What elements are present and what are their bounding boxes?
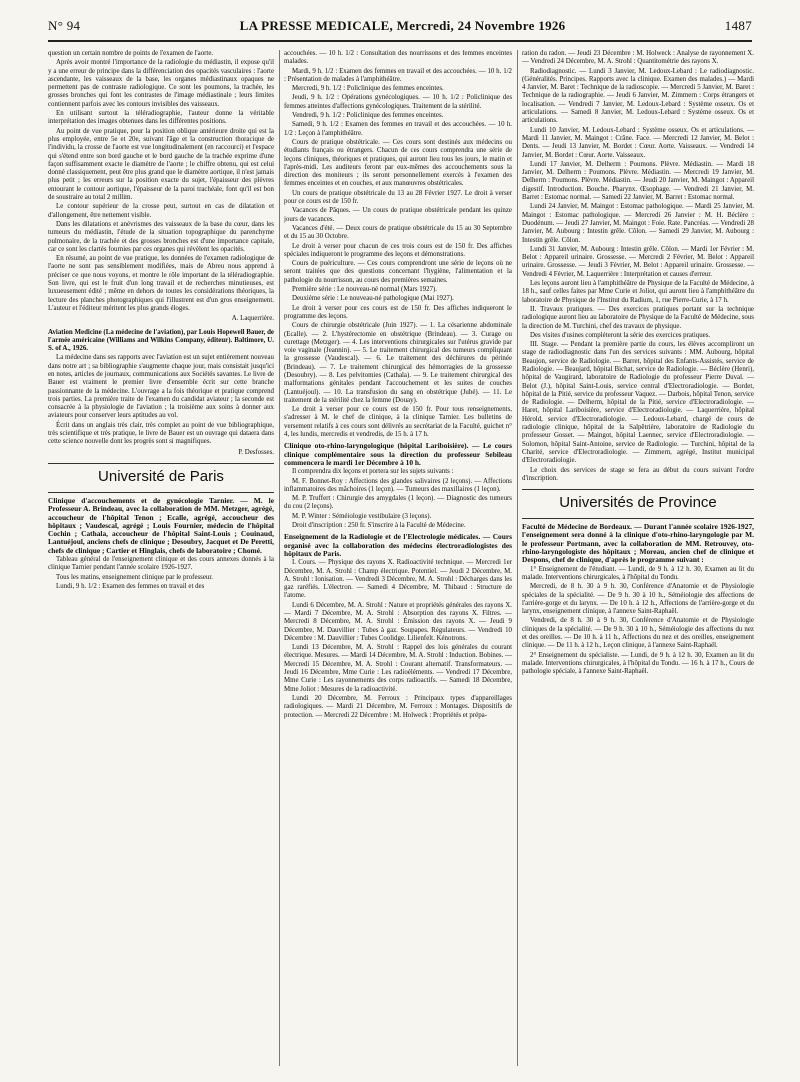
paragraph: Mercredi, de 8 h. 30 à 9 h. 30, Conférence d'Anatomie et de Physiologie spéciales de la spécialité. — De 9 h. 30 à 10 h., Séméiologie des affections de l'arrière-gorge et du larynx. — De 10 h. à 12 h., Affections de l'arrière-gorge et du larynx, enseignement clinique, à l'annexe Saint-Raphaël. xyxy=(522,583,754,616)
paragraph: Lundi 17 Janvier, M. Delherm : Poumons. Plèvre. Médiastin. — Mardi 18 Janvier, M. Delherm : Poumons. Plèvre. Médiastin. — Mercredi 19 Janvier, M. Delherm : Poumons. Plèvre. Médiastin. — Jeudi 20 Janvier, M. Maingot : Appareil digestif. Introduction. Bouche. Pharynx. Œsophage. — Vendredi 21 Janvier, M. Barret : Estomac normal. — Samedi 22 Janvier, M. Barret : Estomac normal. xyxy=(522,160,754,202)
paragraph: Des visites d'usines compléteront la série des exercices pratiques. xyxy=(530,331,711,339)
paragraph: Cours de chirurgie obstétricale (Juin 1927). — 1. La césarienne abdominale (Ecalle). — 2. L'hystérectomie en obstétrique (Brindeau). — 3. Curage ou curettage (Metzger). — 4. Les interventions chirurgicales sur l'utérus gravide par voie vaginale (Jeannin). — 5. Le traitement chirurgical des tumeurs compliquant la grossesse (Vaudescal). — 6. Le traitement des déchirures du périnée (Brindeau). — 7. Le traitement chirurgical des hémorragies de la grossesse (Desoubry). — 8. Les pelvitomies (Cathala). — 9. Le traitement chirurgical des malformations génitales pendant l'accouchement et les suites de couches (Lantuéjoul). — 10. La transfusion du sang en obstétrique (Jubé). — 11. Le traitement de la stérilité chez la femme (Douay). xyxy=(284,322,512,404)
paragraph: Vendredi, 9 h. 1/2 : Policlinique des femmes enceintes. xyxy=(292,112,444,120)
notice-heading: Faculté de Médecine de Bordeaux. — Durant l'année scolaire 1926-1927, l'enseignement sera donné à la clinique d'oto-rhino-laryngologie par M. le professeur Portmann, avec la collaboration de MM. Retrouvey, oto-rhino-laryngologiste des hôpitaux ; Moreau, ancien chef de clinique et Despons, chef de clinique, d'après le programme suivant : xyxy=(522,522,754,565)
paragraph: Droit d'inscription : 250 fr. S'inscrire à la Faculté de Médecine. xyxy=(292,522,466,530)
journal-title: LA PRESSE MEDICALE, Mercredi, 24 Novembre 1926 xyxy=(239,18,566,33)
notice-heading: Enseignement de la Radiologie et de l'Electrologie médicales. — Cours organisé avec la collaboration des médecins électroradiologistes des hôpitaux de Paris. xyxy=(284,532,512,558)
author-signature: A. Laquerrière. xyxy=(231,315,274,323)
paragraph: Le contour supérieur de la crosse peut, surtout en cas de dilatation et d'allongement, être nettement visible. xyxy=(48,203,274,219)
paragraph: Un cours de pratique obstétricale du 13 au 28 Février 1927. Le droit à verser pour ce cours est de 150 fr. xyxy=(284,189,512,206)
section-rule xyxy=(48,492,274,493)
section-rule xyxy=(522,518,754,519)
paragraph: M. P. Truffert : Chirurgie des amygdales (1 leçon). — Diagnostic des tumeurs du cou (2 leçons). xyxy=(284,495,512,511)
paragraph: Vendredi, de 8 h. 30 à 9 h. 30, Conférence d'Anatomie et de Physiologie cliniques de la spécialité. — De 9 h. 30 à 10 h., Séméiologie des affections du nez et des oreilles. — De 10 h. à 11 h., Affections du nez et des oreilles, enseignement clinique. — De 11 h. à 12 h., Leçon clinique, à l'annexe Saint-Raphaël. xyxy=(522,617,754,650)
header-rule xyxy=(48,40,752,42)
paragraph: Lundi 31 Janvier, M. Aubourg : Intestin grêle. Côlon. — Mardi 1er Février : M. Belot : Appareil urinaire. Grossesse. — Mercredi 2 Février, M. Belot : Appareil urinaire. Grossesse. — Jeudi 3 Février, M. Belot : Appareil urinaire. Grossesse. — Vendredi 4 Février, M. Laquerrière : Interprétation et causes d'erreur. xyxy=(522,245,754,278)
paragraph: Au point de vue pratique, pour la position oblique antérieure droite qui est la plus employée, entre 5e et 20e, suivant l'âge et la construction thoracique de l'individu, la crosse de l'aorte est vue longitudinalement (en raccourci) et l'espace qui s'étend entre son bord gauche et le bord gauche de la trachée exprime d'une façon suffisamment exacte le diamètre de l'aorte ; le chiffre obtenu, qui est celui donné classiquement, peut être plus grand que le diamètre aortique, il n'est jamais plus petit ; les erreurs sur la position exacte du sujet, l'épaisseur des plèvres entourant le contour aortique, l'épaisseur de la paroi trachéale, font qu'il est bon de soustraire au total 2 millim. xyxy=(48,127,274,202)
paragraph: Mercredi, 9 h. 1/2 : Policlinique des femmes enceintes. xyxy=(292,85,444,93)
paragraph: Lundi 13 Décembre, M. A. Strohl : Rappel des lois générales du courant électrique. Mesures. — Mardi 14 Décembre, M. A. Strohl : Induction. Bobines. — Mercredi 15 Décembre, M. A. Strohl : Courant alternatif. Transformateurs. — Jeudi 16 Décembre, Mme Curie : Les radioéléments. — Vendredi 17 Décembre, Mme Curie : Les rayonnements des corps radioactifs. — Samedi 18 Décembre, Mme Joliot : Mesures de la radioactivité. xyxy=(284,644,512,693)
paragraph: III. Stage. — Pendant la première partie du cours, les élèves accompliront un stage de radiodiagnostic dans l'un des services suivants : MM. Aubourg, hôpital Beaujon, service de Radiologie. — Barret, hôpital des Enfants-Assistés, service de Radiologie. — Beaujard, hôpital Bichat, service de Radiologie. — Béclère (Henri), hôpital de Vaugirard, laboratoire de Radiologie du professeur Pierre Duval. — Belot (J.), hôpital Saint-Louis, service central d'Electroradiologie. — Bordet, hôpital de la Pitié, service du professeur Vaquez. — Darbois, hôpital Tenon, service de Radiologie. — Delherm, hôpital de la Pitié, service d'Electroradiologie. — Haret, hôpital Lariboisière, service d'Electroradiologie. — Laquerrière, hôpital Hérold, service d'Electroradiologie. — Ledoux-Lebard, chargé de cours de radiologie clinique, hôpital de la Salpêtrière, laboratoire de Radiologie du professeur Gosset. — Maingot, hôpital Laennec, service d'Electroradiologie. — Solomon, hôpital Saint-Antoine, service de Radiologie. — Turchini, hôpital de la Charité, service d'Electroradiologie. — Zimmern, agrégé, Institut municipal d'Electroradiologie. xyxy=(522,341,754,465)
column-1 xyxy=(48,50,274,1076)
paragraph: La médecine dans ses rapports avec l'aviation est un sujet entièrement nouveau dans notre art ; sa bibliographie s'augmente chaque jour, mais consistait jusqu'ici en notes, articles de journaux, communications aux Sociétés savantes. Le livre de Bauer est vraiment le premier livre d'ensemble écrit sur cette branche passionnante de la médecine. L'ouvrage a la fois théorique et pratique comprend trois parties. La première traite de l'examen du candidat aviateur ; la seconde est consacrée à la physiologie de l'aviation ; la troisième aux soins à donner aux aviateurs pour conserver leurs aptitudes au vol. xyxy=(48,354,274,420)
paragraph: Lundi 10 Janvier, M. Ledoux-Lebard : Système osseux. Os et articulations. — Mardi 11 Janvier, M. Maingot : Crâne. Face. — Mercredi 12 Janvier, M. Belot : Dents. — Jeudi 13 Janvier, M. Bordet : Cœur. Aorte. Vaisseaux. — Vendredi 14 Janvier, M. Bordet : Cœur. Aorte. Vaisseaux. xyxy=(522,126,754,159)
paragraph: Jeudi, 9 h. 1/2 : Opérations gynécologiques. — 10 h. 1/2 : Policlinique des femmes atteintes d'affections gynécologiques. Traitement de la stérilité. xyxy=(284,94,512,110)
notice-heading: Clinique d'accouchements et de gynécologie Tarnier. — M. le Professeur A. Brindeau, avec la collaboration de MM. Metzger, agrégé, accoucheur de l'hôpital Tenon ; Ecalle, agrégé, accoucheur des hôpitaux ; Vaudescal, agrégé ; Louis Fournier, médecin de l'hôpital Cochin ; Cathala, accoucheur de l'hôpital Saint-Louis ; Couinaud, Lantuéjoul, anciens chefs de clinique ; Desoubry, Jacquet et De Peretti, chefs de clinique ; Cartier et Hinglais, chefs de laboratoire ; Chomé. xyxy=(48,495,274,555)
paragraph: accouchées. — 10 h. 1/2 : Consultation des nourrissons et des femmes enceintes malades. xyxy=(284,50,512,66)
paragraph: Radiodiagnostic. — Lundi 3 Janvier, M. Ledoux-Lebard : Le radiodiagnostic. (Généralités. Principes. Rapports avec la clinique. Examen des malades.) — Mardi 4 Janvier, M. Baret : Technique de la radioscopie. — Mercredi 5 Janvier, M. Baret : Technique de la radiographie. — Jeudi 6 Janvier, M. Zimmern : Corps étrangers et localisation. — Vendredi 7 Janvier, M. Ledoux-Lebard : Système osseux. Os et articulations. — Samedi 8 Janvier, M. Ledoux-Lebard : Système osseux. Os et articulations. xyxy=(522,67,754,125)
paragraph: Dans les dilatations et anévrismes des vaisseaux de la base du cœur, dans les tumeurs du médiastin, l'étude de la situation topographique du parenchyme pulmonaire, de la trachée et des grosses bronches est d'une importance capitale, car ce sont les clartés fournies par ces organes qui révèlent les opacités. xyxy=(48,220,274,253)
paragraph: Lundi 20 Décembre, M. Ferroux : Principaux types d'appareillages radiologiques. — Mardi 21 Décembre, M. Ferroux : Montages. Dispositifs de protection. — Mercredi 22 Décembre : M. Holweck : Propriétés et prépa- xyxy=(284,694,512,719)
column-divider xyxy=(517,50,518,1066)
paragraph: ration du radon. — Jeudi 23 Décembre : M. Holweck : Analyse de rayonnement X. — Vendredi 24 Décembre, M. A. Strohl : Quantitométrie des rayons X. xyxy=(522,50,754,66)
paragraph: Mardi, 9 h. 1/2 : Examen des femmes en travail et des accouchées. — 10 h. 1/2 : Présentation de malades à l'amphithéâtre. xyxy=(284,67,512,83)
paragraph: Tableau général de l'enseignement clinique et des cours annexes donnés à la clinique Tarnier pendant l'année scolaire 1926-1927. xyxy=(48,556,274,572)
column-2 xyxy=(284,50,512,1076)
paragraph: Lundi 6 Décembre, M. A. Strohl : Nature et propriétés générales des rayons X. — Mardi 7 Décembre, M. A. Strohl : Absorption des rayons X. Filtres. — Mercredi 8 Décembre, M. A. Strohl : Émission des rayons X. — Jeudi 9 Décembre, M. Dauvillier : Tubes à gaz. Soupapes. Régulateurs. — Vendredi 10 Décembre : M. Dauvillier : Tubes Coolidge. Lilienfelt. Kénotrons. xyxy=(284,601,512,642)
notice-heading: Clinique oto-rhino-laryngologique (hôpital Lariboisière). — Le cours clinique complémentaire sous la direction du professeur Sebileau commencera le mardi 1er Décembre à 10 h. xyxy=(284,441,512,467)
paragraph: 1° Enseignement de l'étudiant. — Lundi, de 9 h. à 12 h. 30, Examen au lit du malade. Interventions chirurgicales, à l'hôpital du Tondu. xyxy=(522,565,754,581)
paragraph: Le droit à verser pour chacun de ces trois cours est de 150 fr. Des affiches spéciales indiqueront le programme des leçons et démonstrations. xyxy=(284,242,512,258)
paragraph: Cours de pratique obstétricale. — Ces cours sont destinés aux médecins ou étudiants français ou étrangers. Chacun de ces cours comprendra une série de leçons cliniques, théoriques et pratiques, qui auront lieu tous les jours, le matin et l'après-midi. Les auditeurs feront par eux-mêmes des accouchements sous la direction des moniteurs ; ils seront personnellement exercés à l'examen des femmes enceintes et en couches, et aux manœuvres obstétricales. xyxy=(284,138,512,188)
paragraph: En utilisant surtout la téléradiographie, l'auteur donne la véritable interprétation des images obtenues dans les différentes positions. xyxy=(48,110,274,126)
paragraph: Lundi 24 Janvier, M. Maingot : Estomac pathologique. — Mardi 25 Janvier, M. Maingot : Estomac pathologique. — Mercredi 26 Janvier : M. H. Béclère : Duodénum. — Jeudi 27 Janvier, M. Maingot : Foie. Rate. Pancréas. — Vendredi 28 Janvier, M. Aubourg : Intestin grêle. Côlon. — Samedi 29 Janvier, M. Aubourg : Intestin grêle. Côlon. xyxy=(522,203,754,244)
paragraph: Il comprendra dix leçons et portera sur les sujets suivants : xyxy=(292,468,454,476)
section-rule xyxy=(48,463,274,464)
paragraph: M. P. Winter : Séméiologie vestibulaire (3 leçons). xyxy=(292,512,432,520)
paragraph: M. F. Bonnet-Roy : Affections des glandes salivaires (2 leçons). — Affections inflammatoires des mâchoires (1 leçon). — Tumeurs des maxillaires (1 leçon). xyxy=(284,477,512,493)
column-3 xyxy=(522,50,754,1076)
paragraph: Écrit dans un anglais très clair, très complet au point de vue bibliographique, très scientifique et très pratique, le livre de Bauer est un ouvrage qui dataera dans cette science nouvelle dont les progrès sont si magnifiques. xyxy=(48,421,274,446)
paragraph: Le choix des services de stage se fera au début du cours suivant l'ordre d'inscription. xyxy=(522,466,754,482)
paragraph: Vacances de Pâques. — Un cours de pratique obstétricale pendant les quinze jours de vacances. xyxy=(284,207,512,223)
paragraph: question un certain nombre de points de l'examen de l'aorte. xyxy=(48,50,214,57)
issue-number: N° 94 xyxy=(48,18,81,33)
paragraph: Vacances d'été. — Deux cours de pratique obstétricale du 15 au 30 Septembre et du 15 au 30 Octobre. xyxy=(284,224,512,241)
paragraph: Première série : Le nouveau-né normal (Mars 1927). xyxy=(292,286,438,294)
author-signature: P. Desfosses. xyxy=(238,448,274,456)
paragraph: 2° Enseignement du spécialiste. — Lundi, de 9 h. à 12 h. 30, Examen au lit du malade. Interventions chirurgicales, à l'hôpital du Tondu. — 16 h. à 17 h., Cours de pathologie spéciale, à l'annexe Saint-Raphaël. xyxy=(522,651,754,676)
paragraph: Le droit à verser pour ce cours est de 150 fr. Pour tous renseignements, s'adresser à M. le chef de clinique, à la clinique Tarnier. Les bulletins de versement relatifs à ces cours sont délivrés au secrétariat de la Faculté, guichet n° 4, les lundis, mercredis et vendredis, de 15 h. à 17 h. xyxy=(284,406,512,439)
page-header xyxy=(48,18,752,38)
paragraph: Deuxième série : Le nouveau-né pathologique (Mai 1927). xyxy=(292,295,454,303)
paragraph: Samedi, 9 h. 1/2 : Examen des femmes en travail et des accouchées. — 10 h. 1/2 : Leçon à l'amphithéâtre. xyxy=(284,121,512,137)
paragraph: Après avoir montré l'importance de la radiologie du médiastin, il expose qu'il y a une erreur de principe dans la différenciation des opacités vasculaires : l'aorte ascendante, les vaisseaux de la base, les organes médiastinaux opaques ne permettent pas de contraste radiologique. Ce sont les poumons, la trachée, les grosses bronches qui font les contrastes de l'image médiastinale ; leurs limites contiennent parfois avec les contours invisibles des vaisseaux. xyxy=(48,59,274,108)
paragraph: I. Cours. — Physique des rayons X. Radioactivité technique. — Mercredi 1er Décembre, M. A. Strohl : Champ électrique. Potentiel. — Jeudi 2 Décembre, M. A. Strohl : Ionisation. — Vendredi 3 Décembre, M. A. Strohl : Décharges dans les gaz raréfiés. L'électron. — Samedi 4 Décembre, M. Thibaud : Structure de l'atome. xyxy=(284,559,512,600)
paragraph: Lundi, 9 h. 1/2 : Examen des femmes en travail et des xyxy=(56,582,205,590)
paragraph: En résumé, au point de vue pratique, les données de l'examen radiologique de l'aorte ne sont pas sensiblement modifiées, mais de Abreu nous apprend à préciser ce que nous voyons, et montre le rôle important de la téléradiographie. Son livre, qui est le fruit d'un long travail et de recherches minutieuses, est luxueusement édité ; même en dehors de toutes les considérations théoriques, la lecture des planches photographiques qui l'illustrent est d'un gros enseignement. L'auteur et l'éditeur méritent les plus grands éloges. xyxy=(48,255,274,312)
paragraph: Cours de puériculture. — Ces cours comprendront une série de leçons où ne seront traitées que des questions concernant l'hygiène, l'alimentation et la pathologie du nourrisson, au cours des premières semaines. xyxy=(284,260,512,284)
section-rule xyxy=(522,489,754,490)
paragraph: Le droit à verser pour ces cours est de 150 fr. Des affiches indiqueront le programme des leçons. xyxy=(284,304,512,320)
book-review-heading: Aviation Medicine (La médecine de l'aviation), par Louis Hopewell Bauer, de l'armée américaine (Williams and Wilkins Company, éditeur). Baltimore, U. S. of A., 1926. xyxy=(48,328,274,353)
paragraph: II. Travaux pratiques. — Des exercices pratiques portant sur la technique radiologique auront lieu au laboratoire de Physique de la Faculté de Médecine, sous la direction de M. Turchini, chef des travaux de physique. xyxy=(522,305,754,330)
page-number: 1487 xyxy=(724,18,752,33)
section-title: Universités de Province xyxy=(559,494,717,512)
paragraph: Les leçons auront lieu à l'amphithéâtre de Physique de la Faculté de Médecine, à 18 h., sauf celles faites par Mme Curie et Joliot, qui auront lieu à l'amphithéâtre du laboratoire de Physique de l'Institut du Radium, 1, rue Pierre-Curie, à 17 h. xyxy=(522,280,754,304)
column-divider xyxy=(279,50,280,1066)
paragraph: Tous les matins, enseignement clinique par le professeur. xyxy=(56,573,214,581)
section-title: Université de Paris xyxy=(98,467,224,485)
